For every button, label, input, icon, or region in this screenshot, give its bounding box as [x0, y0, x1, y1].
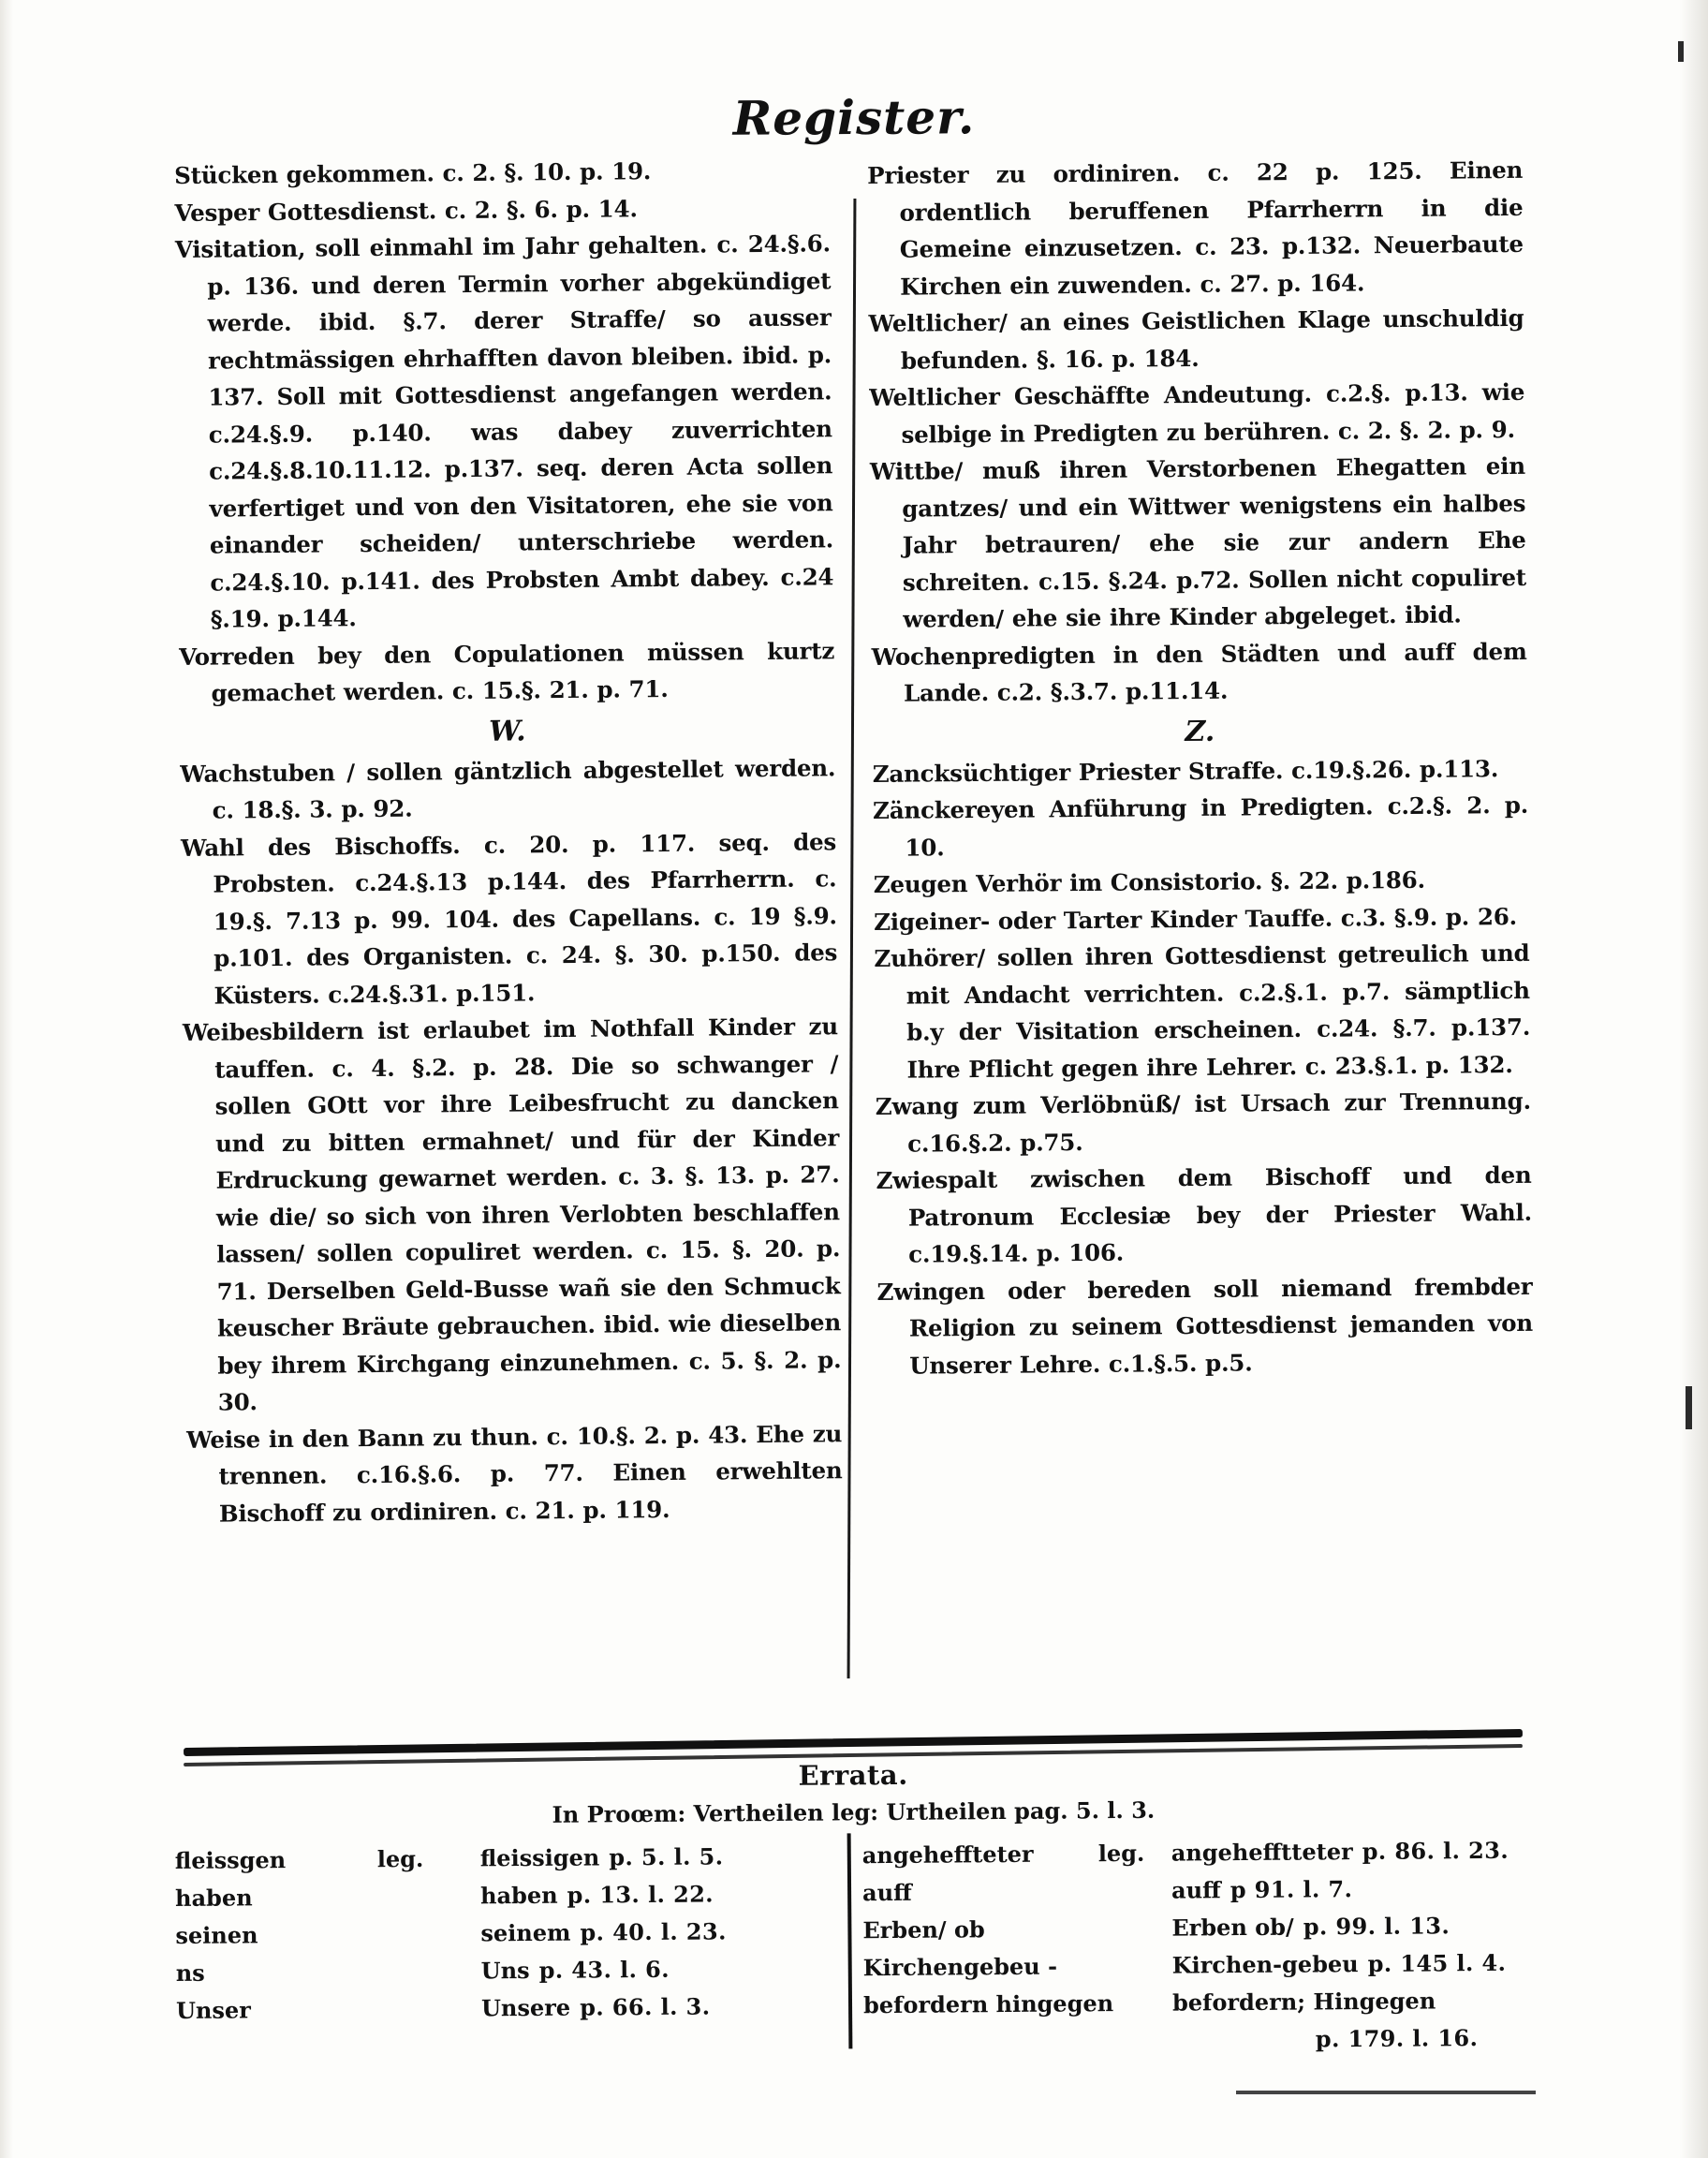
errata-wrong-word: angeheffteter [861, 1840, 1034, 1870]
errata-row [862, 1832, 1533, 1875]
errata-title: Errata. [798, 1758, 908, 1792]
errata-wrong-word: auff [861, 1878, 912, 1907]
errata-page-ref: p. 145 l. 4. [1367, 1948, 1507, 1977]
errata-page-ref: p. 5. l. 5. [609, 1842, 724, 1871]
index-entry: Zuhörer/ sollen ihren Gottesdienst getreulich und mit Andacht verrichten. c.2.§.1. p.7. sämptlich b.y der Visitation erscheinen. c.24. §.7. p.137. Ihre Pflicht gegen ihre Lehrer. c. 23.§.1. p. 132. [874, 939, 1531, 1084]
errata-wrong-word: haben [175, 1884, 253, 1912]
errata-correct-word: Erben ob/ [1171, 1913, 1294, 1942]
errata-page-ref: p. 13. l. 22. [567, 1880, 714, 1909]
errata-column-left [175, 1837, 847, 2067]
index-entry: Zigeiner- oder Tarter Kinder Tauffe. c.3. §.9. p. 26. [873, 902, 1518, 936]
index-entry: Weibesbildern ist erlaubet im Nothfall Kinder zu tauffen. c. 4. §.2. p. 28. Die so schwanger / sollen GOtt vor ihre Leibesfrucht zu dancken und zu bitten ermahnet/ und für der Kinder Erdruckung gewarnet werden. c. 3. §. 13. p. 27. wie die/ so sich von ihren Verlobten beschlaffen lassen/ sollen copuliret werden. c. 15. §. 20. p. 71. Derselben Geld-Busse wañ sie den Schmuck keuscher Bräute gebrauchen. ibid. wie dieselben bey ihrem Kirchgang einzunehmen. c. 5. §. 2. p. 30. [182, 1012, 842, 1416]
index-entry: Zeugen Verhör im Consistorio. §. 22. p.186. [873, 865, 1425, 898]
index-entry: Stücken gekommen. c. 2. §. 10. p. 19. [174, 157, 652, 189]
errata-row [176, 1987, 847, 2030]
bottom-rule [1236, 2091, 1536, 2094]
errata-row [863, 1982, 1534, 2025]
errata-wrong-word: Kirchengebeu - [862, 1952, 1058, 1982]
errata-page-ref: p. 66. l. 3. [580, 1992, 711, 2021]
index-entry: Vesper Gottesdienst. c. 2. §. 6. p. 14. [174, 194, 638, 227]
index-entry: Zänckereyen Anführung in Predigten. c.2.§. 2. p. 10. [872, 791, 1529, 862]
scan-edge-right [1680, 0, 1708, 2158]
index-entry: Weltlicher Geschäffte Andeutung. c.2.§. p.13. wie selbige in Predigten zu berühren. c. 2. §. 2. p. 9. [869, 377, 1525, 449]
errata-column-right [846, 1832, 1535, 2062]
errata-row [862, 1870, 1533, 1913]
errata-wrong-word: Erben/ ob [862, 1915, 985, 1944]
errata-correct-word: Uns [480, 1957, 530, 1985]
section-letter-z: Z. [1185, 715, 1215, 748]
errata-row [175, 1837, 846, 1880]
errata-page-ref: p. 179. l. 16. [1315, 2024, 1479, 2053]
page-title: Register. [732, 89, 976, 146]
errata-leg-label [377, 1941, 480, 1942]
errata-wrong-word: fleissgen [174, 1846, 287, 1874]
scan-speck [1686, 1386, 1692, 1429]
errata-leg-label [378, 2016, 481, 2017]
errata-leg-label [378, 1978, 481, 1979]
errata-page-ref: p. 86. l. 23. [1362, 1836, 1509, 1866]
errata-leg-label [1099, 1973, 1172, 1974]
errata-row [176, 1949, 847, 1992]
index-entry: Weltlicher/ an eines Geistlichen Klage unschuldig befunden. §. 16. p. 184. [868, 303, 1524, 375]
errata-page-ref: p. 99. l. 13. [1303, 1912, 1450, 1941]
index-column-left [174, 151, 845, 1693]
section-letter-w: W. [488, 714, 526, 748]
index-entry: Wahl des Bischoffs. c. 20. p. 117. seq. des Probsten. c.24.§.13 p.144. des Pfarrherrn. c. 19.§. 7.13 p. 99. 104. des Capellans. c. 19 §.9. p.101. des Organisten. c. 24. §. 30. p.150. des Küsters. c.24.§.31. p.151. [180, 827, 838, 1010]
errata-row [175, 1874, 846, 1917]
errata-page-ref: p. 40. l. 23. [580, 1917, 727, 1946]
index-entry: Zwang zum Verlöbnüß/ ist Ursach zur Trennung. c.16.§.2. p.75. [875, 1086, 1531, 1158]
errata-leg-label: leg. [1097, 1839, 1145, 1868]
errata-page-ref: p. 43. l. 6. [538, 1955, 670, 1984]
scan-speck [1678, 41, 1684, 62]
errata-proem-line: In Proœm: Vertheilen leg: Urtheilen pag. 5. l. 3. [552, 1796, 1156, 1828]
index-entry: Vorreden bey den Copulationen müssen kurtz gemachet werden. c. 15.§. 21. p. 71. [178, 636, 835, 707]
errata-leg-label [377, 1903, 480, 1904]
index-entry: Visitation, soll einmahl im Jahr gehalten. c. 24.§.6. p. 136. und deren Termin vorher abgekündiget werde. ibid. §.7. derer Straffe/ so ausser rechtmässigen ehrhafften davon bleiben. ibid. p. 137. Soll mit Gottesdienst angefangen werden. c.24.§.9. p.140. was dabey zuverrichten c.24.§.8.10.11.12. p.137. seq. deren Acta sollen verfertiget und von den Visitatoren, ehe sie von einander scheiden/ unterschriebe werden. c.24.§.10. p.141. des Probsten Ambt dabey. c.24 §.19. p.144. [174, 229, 834, 633]
errata-row-trailing [863, 2019, 1534, 2062]
errata-leg-label [1098, 1936, 1171, 1937]
index-entry: Wittbe/ muß ihren Verstorbenen Ehegatten ein gantzes/ und ein Wittwer wenigstens ein halbes Jahr betrauren/ ehe sie zur andern Ehe schreiten. c.15. §.24. p.72. Sollen nicht copuliret werden/ ehe sie ihre Kinder abgeleget. ibid. [869, 451, 1527, 633]
errata-columns [175, 1832, 1535, 2067]
errata-correct-word: Unsere [480, 1993, 571, 2022]
errata-row [862, 1907, 1533, 1950]
index-entry: Wochenpredigten in den Städten und auff dem Lande. c.2. §.3.7. p.11.14. [871, 637, 1527, 707]
errata-wrong-word: befordern hingegen [862, 1989, 1114, 2019]
errata-correct-word: Kirchen-gebeu [1171, 1950, 1359, 1979]
errata-section [174, 1754, 1534, 2067]
errata-horizontal-rule [184, 1729, 1523, 1756]
errata-correct-word: fleissigen [479, 1843, 600, 1872]
errata-correct-word: angehefftteter [1171, 1838, 1353, 1867]
column-divider-rule [847, 199, 857, 1678]
index-entry: Zwiespalt zwischen dem Bischoff und den Patronum Ecclesiæ bey der Priester Wahl. c.19.§.14. p. 106. [876, 1160, 1532, 1268]
index-entry: Zwingen oder bereden soll niemand frembder Religion zu seinem Gottesdienst jemanden von Unserer Lehre. c.1.§.5. p.5. [876, 1272, 1534, 1380]
errata-correct-word: seinem [480, 1918, 571, 1947]
index-entry: Priester zu ordiniren. c. 22 p. 125. Einen ordentlich beruffenen Pfarrherrn in die Gemeine einzusetzen. c. 23. p.132. Neuerbaute Kirchen ein zuwenden. c. 27. p. 164. [867, 155, 1524, 301]
index-entry: Wachstuben / sollen gäntzlich abgestellet werden. c. 18.§. 3. p. 92. [180, 753, 836, 824]
errata-page-ref: p 91. l. 7. [1229, 1875, 1353, 1904]
scan-edge-left [0, 0, 13, 2158]
errata-correct-word: befordern; Hingegen [1171, 1987, 1436, 2017]
errata-wrong-word: ns [175, 1958, 205, 1987]
errata-row [863, 1944, 1534, 1988]
index-column-right [867, 152, 1536, 1693]
errata-wrong-word: seinen [175, 1921, 258, 1949]
errata-correct-word: auff [1171, 1876, 1221, 1904]
index-entry: Zancksüchtiger Priester Straffe. c.19.§.26. p.113. [872, 754, 1499, 788]
errata-wrong-word: Unser [175, 1996, 251, 2024]
errata-row [175, 1912, 846, 1955]
index-area [174, 157, 1541, 1693]
index-entry: Weise in den Bann zu thun. c. 10.§. 2. p. 43. Ehe zu trennen. c.16.§.6. p. 77. Einen erwehlten Bischoff zu ordiniren. c. 21. p. 119. [186, 1419, 843, 1528]
errata-leg-label: leg. [376, 1844, 424, 1873]
errata-correct-word: haben [479, 1881, 558, 1910]
